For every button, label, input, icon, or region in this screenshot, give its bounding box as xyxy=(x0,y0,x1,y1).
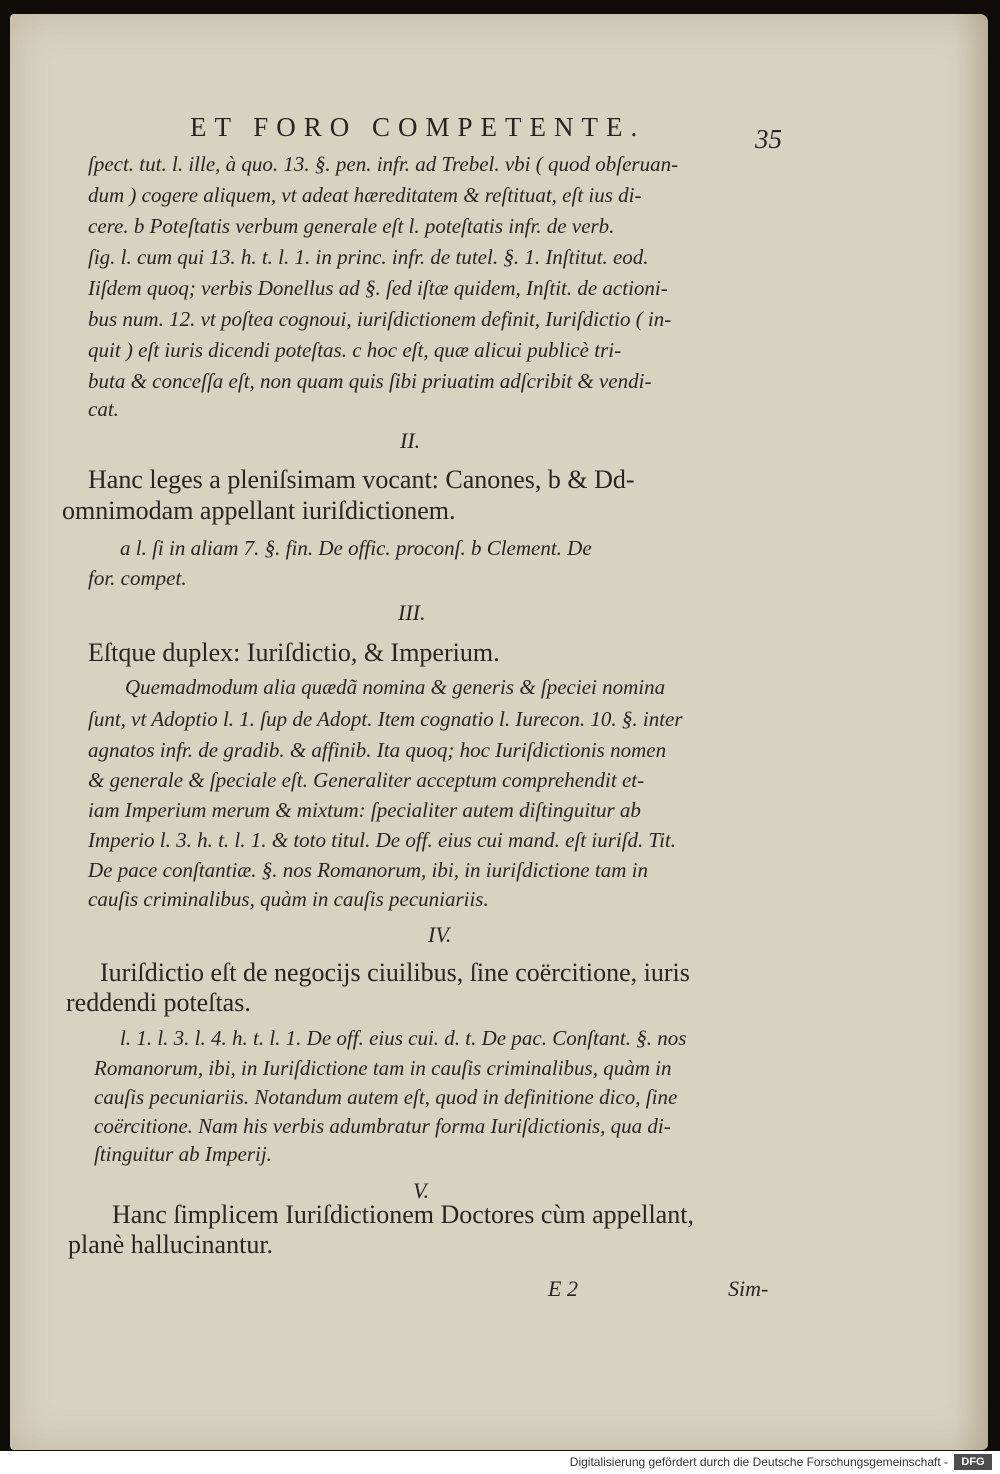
section-note-line: ſtinguitur ab Imperij. xyxy=(94,1142,272,1166)
section-note-line: Quemadmodum alia quædã nomina & generis & ſpeciei nomina xyxy=(125,675,666,699)
section-note-line: for. compet. xyxy=(88,566,187,590)
section-text-line: reddendi poteſtas. xyxy=(66,988,251,1017)
note-line: cere. b Poteſtatis verbum generale eſt l. poteſtatis infr. de verb. xyxy=(88,214,615,238)
note-line: quit ) eſt iuris dicendi poteſtas. c hoc eſt, quæ alicui publicè tri- xyxy=(88,338,622,362)
section-text-line: Eſtque duplex: Iuriſdictio, & Imperium. xyxy=(88,638,500,667)
section-note-line: Romanorum, ibi, in Iuriſdictione tam in cauſis criminalibus, quàm in xyxy=(94,1056,672,1080)
section-note-line: agnatos infr. de gradib. & affinib. Ita quoq; hoc Iuriſdictionis nomen xyxy=(88,738,667,762)
note-line: ſig. l. cum qui 13. h. t. l. 1. in princ. infr. de tutel. §. 1. Inſtitut. eod. xyxy=(88,245,649,269)
section-note-line: De pace conſtantiæ. §. nos Romanorum, ibi, in iuriſdictione tam in xyxy=(88,858,648,882)
section-note-line: cauſis criminalibus, quàm in cauſis pecuniariis. xyxy=(88,887,489,911)
note-line: cat. xyxy=(88,397,119,421)
section-note-line: l. 1. l. 3. l. 4. h. t. l. 1. De off. eius cui. d. t. De pac. Conſtant. §. nos xyxy=(120,1026,687,1050)
section-note-line: a l. ſi in aliam 7. §. fin. De offic. proconſ. b Clement. De xyxy=(120,536,592,560)
running-title: ET FORO COMPETENTE. xyxy=(190,112,646,142)
section-text-line: Hanc leges a pleniſsimam vocant: Canones, b & Dd- xyxy=(88,465,635,494)
signature-mark: E 2 xyxy=(548,1276,578,1301)
section-note-line: ſunt, vt Adoptio l. 1. ſup de Adopt. Item cognatio l. Iurecon. 10. §. inter xyxy=(88,707,683,731)
note-line: bus num. 12. vt poſtea cognoui, iuriſdictionem definit, Iuriſdictio ( in- xyxy=(88,307,672,331)
dfg-logo: DFG xyxy=(954,1454,992,1470)
section-numeral: IV. xyxy=(428,922,452,947)
section-note-line: cauſis pecuniariis. Notandum autem eſt, quod in definitione dico, ſine xyxy=(94,1085,678,1109)
catchword: Sim- xyxy=(728,1276,769,1301)
section-text-line: planè hallucinantur. xyxy=(68,1230,274,1259)
section-numeral: II. xyxy=(400,428,421,453)
section-note-line: Imperio l. 3. h. t. l. 1. & toto titul. De off. eius cui mand. eſt iuriſd. Tit. xyxy=(88,828,676,852)
footer-credit: Digitalisierung gefördert durch die Deutsche Forschungsgemeinschaft - xyxy=(569,1455,948,1469)
page-edge-shadow xyxy=(954,14,988,1450)
section-numeral: V. xyxy=(413,1178,430,1203)
note-line: buta & conceſſa eſt, non quam quis ſibi priuatim adſcribit & vendi- xyxy=(88,369,652,393)
page-number: 35 xyxy=(755,124,782,154)
section-note-line: coërcitione. Nam his verbis adumbratur forma Iuriſdictionis, qua di- xyxy=(94,1114,671,1138)
digitization-footer xyxy=(0,1451,1000,1474)
section-note-line: & generale & ſpeciale eſt. Generaliter acceptum comprehendit et- xyxy=(88,768,645,792)
section-text-line: omnimodam appellant iuriſdictionem. xyxy=(62,496,456,525)
note-line: dum ) cogere aliquem, vt adeat hæreditatem & reſtituat, eſt ius di- xyxy=(88,183,642,207)
note-line: ſpect. tut. l. ille, à quo. 13. §. pen. infr. ad Trebel. vbi ( quod obſeruan- xyxy=(88,152,679,176)
section-note-line: iam Imperium merum & mixtum: ſpecialiter autem diſtinguitur ab xyxy=(88,798,641,822)
note-line: Iiſdem quoq; verbis Donellus ad §. ſed iſtæ quidem, Inſtit. de actioni- xyxy=(88,276,668,300)
section-numeral: III. xyxy=(398,600,426,625)
section-text-line: Iuriſdictio eſt de negocijs ciuilibus, ſine coërcitione, iuris xyxy=(100,958,690,987)
section-text-line: Hanc ſimplicem Iuriſdictionem Doctores cùm appellant, xyxy=(112,1200,694,1229)
